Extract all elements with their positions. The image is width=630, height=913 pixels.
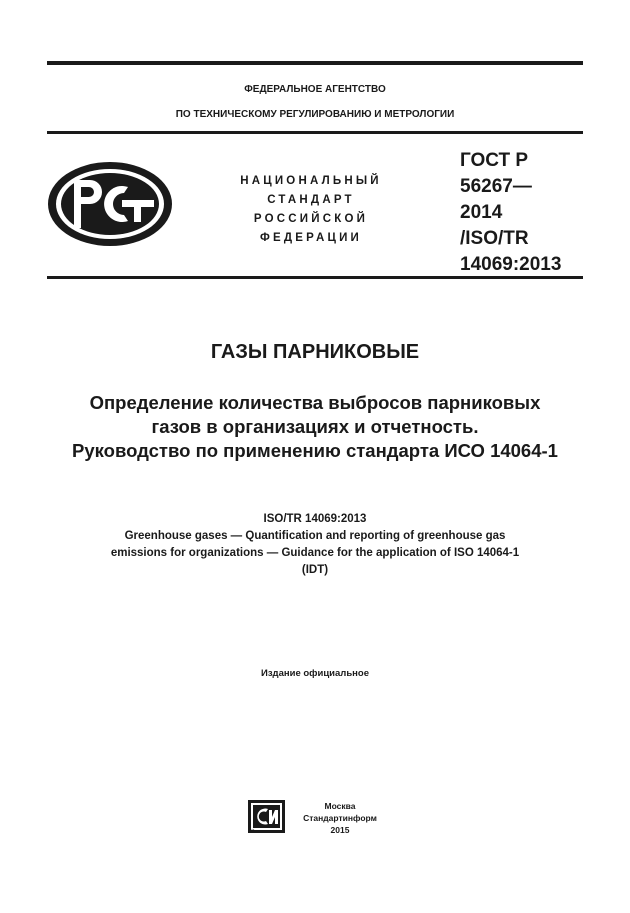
subtitle-line: Руководство по применению стандарта ИСО 14064-1	[72, 440, 558, 461]
standard-type-line: ФЕДЕРАЦИИ	[259, 232, 363, 244]
subtitle-line: газов в организациях и отчетность.	[151, 416, 479, 437]
masthead-bottom-rule	[47, 276, 583, 279]
rst-certification-mark-icon	[46, 160, 174, 248]
standard-type-line: РОССИЙСКОЙ	[253, 213, 369, 225]
document-title: ГАЗЫ ПАРНИКОВЫЕ	[210, 341, 420, 363]
publisher-imprint	[296, 800, 384, 836]
publication-year: 2015	[330, 825, 350, 835]
header-rule	[47, 131, 583, 134]
edition-note: Издание официальное	[261, 668, 369, 679]
standard-type-label	[208, 172, 414, 248]
standard-type-line: СТАНДАРТ	[267, 194, 355, 206]
document-subtitle	[47, 391, 583, 463]
iso-title-line: Greenhouse gases — Quantification and reporting of greenhouse gas	[124, 530, 506, 542]
designation-line: 2014	[460, 202, 503, 223]
standard-type-line: НАЦИОНАЛЬНЫЙ	[240, 175, 382, 187]
logo-text: СИ	[250, 828, 255, 832]
iso-designation: ISO/TR 14069:2013	[263, 513, 367, 525]
agency-name-line2: ПО ТЕХНИЧЕСКОМУ РЕГУЛИРОВАНИЮ И МЕТРОЛОГИИ	[175, 109, 455, 120]
designation-line: 14069:2013	[460, 254, 562, 275]
publisher-city: Москва	[324, 801, 356, 811]
agency-name-line1: ФЕДЕРАЛЬНОЕ АГЕНТСТВО	[244, 84, 386, 95]
designation-line: ГОСТ Р	[460, 150, 529, 171]
designation-line: 56267—	[460, 176, 532, 197]
standartinform-logo-icon	[248, 800, 285, 833]
equivalence-degree: (IDT)	[301, 564, 329, 576]
international-standard-reference	[47, 511, 583, 579]
iso-title-line: emissions for organizations — Guidance for the application of ISO 14064-1	[110, 547, 520, 559]
designation-line: /ISO/TR	[460, 228, 529, 249]
standard-designation	[460, 148, 590, 278]
top-rule	[47, 61, 583, 65]
publisher-name: Стандартинформ	[303, 813, 377, 823]
subtitle-line: Определение количества выбросов парниковых	[89, 392, 541, 413]
